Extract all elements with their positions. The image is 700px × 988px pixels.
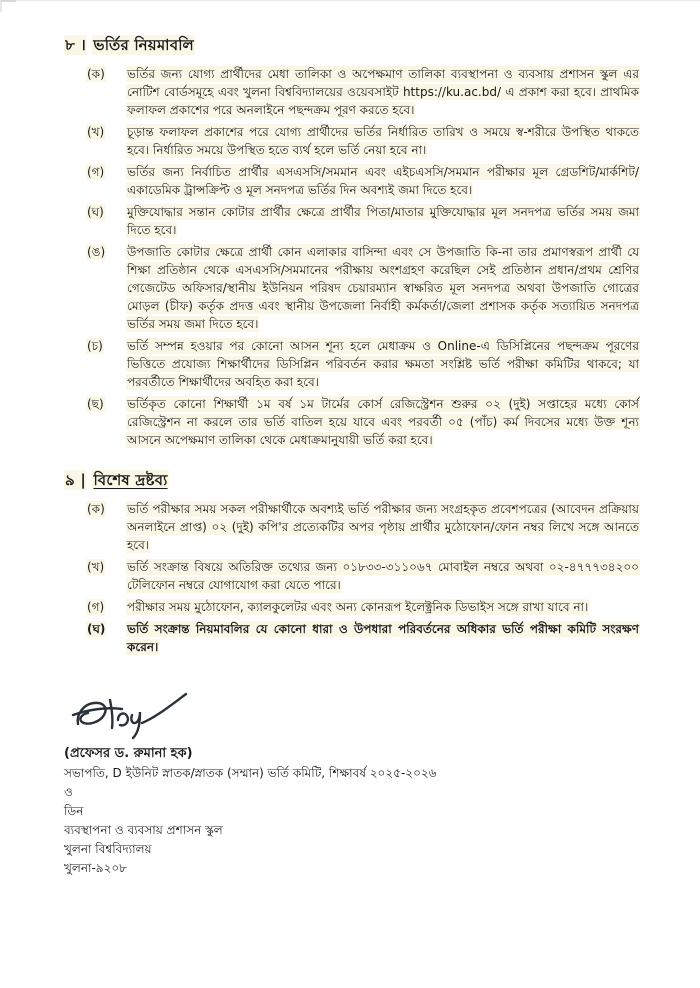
item-label: (ঘ) [87, 205, 104, 219]
item-label: (গ) [87, 165, 105, 179]
rule-item-cha [64, 337, 640, 391]
item-text: উপজাতি কোটার ক্ষেত্রে প্রার্থী কোন এলাকার বাসিন্দা এবং সে উপজাতি কি-না তার প্রমাণস্বরূপ প্রার্থী যে শিক্ষা প্রতিষ্ঠান থেকে এসএসসি/সমমানের পরীক্ষায় অংশগ্রহণ করেছিল সেই প্রতিষ্ঠান প্রধান/প্রথম শ্রেণির গেজেটেড অফিসার/স্থানীয় ইউনিয়ন পরিষদ চেয়ারম্যান স্বাক্ষরিত মূল সনদপত্র অথবা উপজাতি গোত্রের মোড়ল (চীফ) কর্তৃক প্রদত্ত এবং স্থানীয় উপজেলা নির্বাহী কর্মকর্তা/জেলা প্রশাসক কর্তৃক সত্যায়িত সনদপত্র ভর্তির সময় জমা দিতে হবে। [127, 245, 639, 331]
note-item-kha [64, 558, 640, 594]
rule-item-ka [64, 65, 640, 119]
rule-item-kha [64, 123, 640, 159]
signatory-role: সভাপতি, D ইউনিট স্নাতক/স্নাতক (সম্মান) ভর্তি কমিটি, শিক্ষাবর্ষ ২০২৫-২০২৬ [64, 766, 437, 780]
item-text: পরীক্ষার সময় মুঠোফোন, ক্যালকুলেটর এবং অন্য কোনরূপ ইলেক্ট্রনিক ডিভাইস সঙ্গে রাখা যাবে না। [127, 600, 589, 614]
item-text: মুক্তিযোদ্ধার সন্তান কোটার প্রার্থীর ক্ষেত্রে প্রার্থীর পিতা/মাতার মুক্তিযোদ্ধার মূল সনদপত্র ভর্তির সময় জমা দিতে হবে। [127, 205, 639, 237]
section-9-number: ৯ | [65, 471, 87, 489]
item-label: (গ) [87, 600, 105, 614]
section-9-heading [64, 469, 640, 494]
note-item-ka [64, 500, 640, 554]
section-special-notes [64, 469, 640, 656]
rule-item-chha [64, 395, 640, 449]
signatory-name: (প্রফেসর ড. রুমানা হক) [64, 746, 193, 761]
item-label: (খ) [87, 560, 105, 574]
item-label: (ঘ) [87, 622, 106, 636]
section-8-number: ৮ । [65, 36, 86, 54]
item-text: ভর্তি সংক্রান্ত বিষয়ে অতিরিক্ত তথ্যের জন্য ০১৮৩৩-৩১১০৬৭ মোবাইল নম্বরে অথবা ০২-৪৭৭৭৩৪২০০ টেলিফোন নম্বরে যোগাযোগ করা যেতে পারে। [127, 560, 639, 592]
signatory-dean-title: ডিন [64, 804, 84, 818]
scan-edge-artifact [0, 0, 700, 2]
item-text: ভর্তির জন্য নির্বাচিত প্রার্থীর এসএসসি/সমমান এবং এইচএসসি/সমমান পরীক্ষার মূল গ্রেডশিট/মার্কশিট/একাডেমিক ট্রান্সক্রিপ্ট ও মূল সনদপত্র ভর্তির দিন অবশ্যই জমা দিতে হবে। [127, 165, 639, 197]
item-text: ভর্তি পরীক্ষার সময় সকল পরীক্ষার্থীকে অবশ্যই ভর্তি পরীক্ষার জন্য সংগ্রহকৃত প্রবেশপত্রের (আবেদন প্রক্রিয়ায় অনলাইনে প্রাপ্ত) ০২ (দুই) কপি'র প্রত্যেকটির অপর পৃষ্ঠায় প্রার্থীর মুঠোফোন/ফোন নম্বর লিখে সঙ্গে আনতে হবে। [127, 502, 639, 552]
item-text: ভর্তির জন্য যোগ্য প্রার্থীদের মেধা তালিকা ও অপেক্ষমাণ তালিকা ব্যবস্থাপনা ও ব্যবসায় প্রশাসন স্কুল এর নোটিশ বোর্ডসমূহে এবং খুলনা বিশ্ববিদ্যালয়ের ওয়েবসাইট https://ku.ac.bd/ এ প্রকাশ করা হবে। প্রাথমিক ফলাফল প্রকাশের পরে অনলাইনে পছন্দক্রম পূরণ করতে হবে। [127, 67, 639, 117]
rule-item-ga [64, 163, 640, 199]
item-label: (খ) [87, 125, 105, 139]
signatory-university: খুলনা বিশ্ববিদ্যালয় [64, 842, 152, 856]
rule-item-uma [64, 243, 640, 333]
item-label: (ক) [87, 67, 105, 81]
item-text: চূড়ান্ত ফলাফল প্রকাশের পরে যোগ্য প্রার্থীদের ভর্তির নির্ধারিত তারিখ ও সময়ে স্ব-শরীরে উপস্থিত থাকতে হবে। নির্ধারিত সময়ে উপস্থিত হতে ব্যর্থ হলে ভর্তি নেয়া হবে না। [127, 125, 639, 157]
signatory-address: খুলনা-৯২০৮ [64, 861, 127, 875]
signature-block [64, 690, 640, 878]
item-label: (ঙ) [87, 245, 106, 259]
item-label: (ক) [87, 502, 105, 516]
item-text: ভর্তি সংক্রান্ত নিয়মাবলির যে কোনো ধারা ও উপধারা পরিবর্তনের অধিকার ভর্তি পরীক্ষা কমিটি সংরক্ষণ করেন। [127, 622, 639, 654]
note-item-ga [64, 598, 640, 616]
section-admission-rules [64, 34, 640, 449]
signatory-and: ও [64, 785, 73, 799]
item-text: ভর্তি সম্পন্ন হওয়ার পর কোনো আসন শূন্য হলে মেধাক্রম ও Online-এ ডিসিপ্লিনের পছন্দক্রম পূরণের ভিত্তিতে প্রযোজ্য শিক্ষার্থীদের ডিসিপ্লিন পরিবর্তন করার ক্ষমতা সংশ্লিষ্ট ভর্তি পরীক্ষা কমিটির থাকবে; যা পরবর্তীতে শিক্ষার্থীদের অবহিত করা হবে। [127, 339, 639, 389]
signatory-school: ব্যবস্থাপনা ও ব্যবসায় প্রশাসন স্কুল [64, 823, 223, 837]
scan-corner-artifact [0, 0, 16, 12]
signature-scrawl-icon [70, 690, 190, 742]
rule-item-gha [64, 203, 640, 239]
note-item-gha [64, 620, 640, 656]
item-label: (ছ) [87, 397, 104, 411]
item-text: ভর্তিকৃত কোনো শিক্ষার্থী ১ম বর্ষ ১ম টার্মের কোর্স রেজিস্ট্রেশন শুরুর ০২ (দুই) সপ্তাহের মধ্যে কোর্স রেজিস্ট্রেশন না করলে তার ভর্তি বাতিল হয়ে যাবে এবং পরবর্তী ০৫ (পাঁচ) কর্ম দিবসের মধ্যে উক্ত শূন্য আসনে অপেক্ষমাণ তালিকা থেকে মেধাক্রমানুযায়ী ভর্তি করা হবে। [127, 397, 639, 447]
section-8-heading [64, 34, 640, 59]
section-8-title: ভর্তির নিয়মাবলি [93, 36, 194, 54]
item-label: (চ) [87, 339, 103, 353]
section-9-title: বিশেষ দ্রষ্টব্য [93, 471, 168, 489]
